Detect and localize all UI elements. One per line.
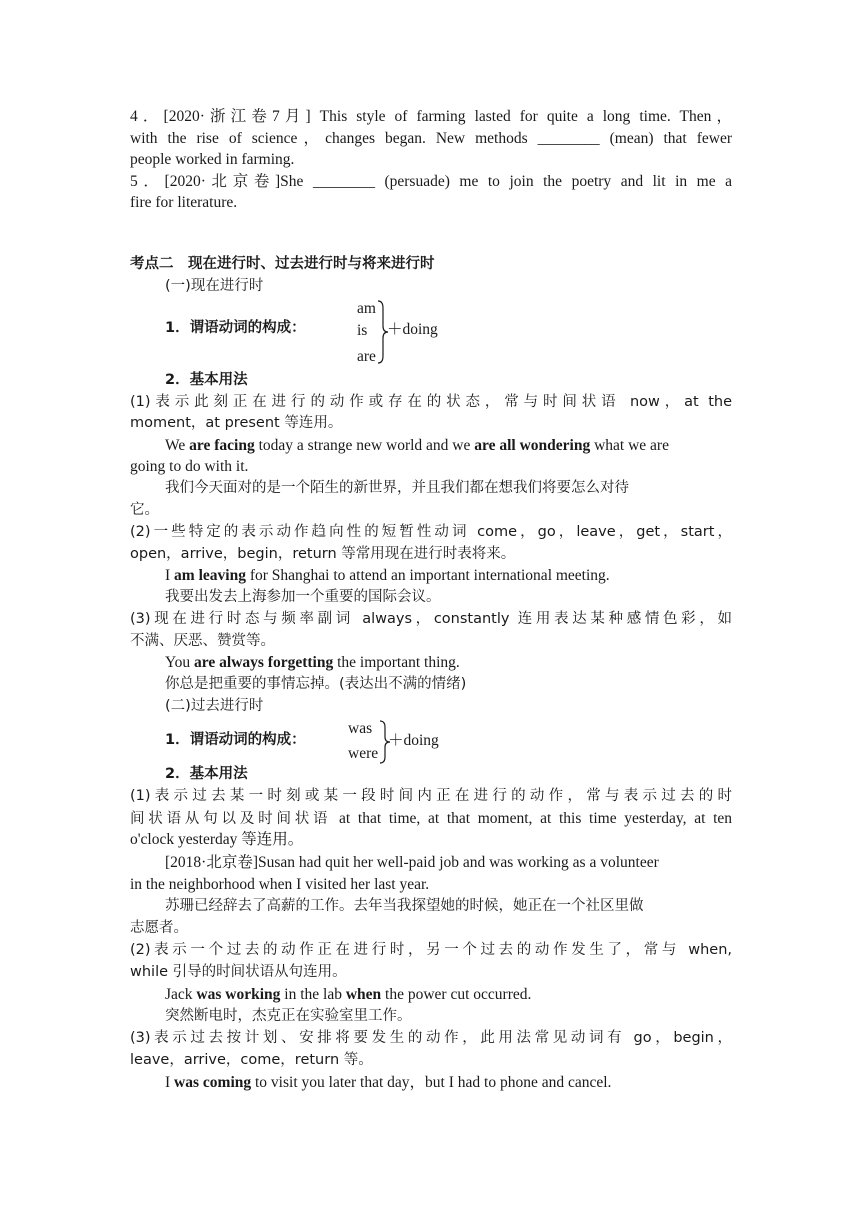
past-heading: (二)过去进行时 (165, 698, 264, 714)
q5-line-1: 5．[2020·北京卷]She ________ (persuade) me to join the poetry and lit in me a (130, 173, 732, 190)
present-example-1-line-2: going to do with it. (130, 458, 249, 475)
past-usage-2-line-2: while 引导的时间状语从句连用。 (130, 964, 347, 980)
present-example-1-cn-1: 我们今天面对的是一个陌生的新世界，并且我们都在想我们将要怎么对待 (165, 480, 629, 496)
past-example-2: Jack was working in the lab when the power cut occurred. (165, 986, 532, 1003)
present-example-3-cn: 你总是把重要的事情忘掉。(表达出不满的情绪) (165, 676, 467, 692)
past-usage-1-line-2: 间状语从句以及时间状语 at that time, at that moment, at this time yesterday, at ten (130, 810, 733, 827)
q4-line-1: 4．[2020·浙江卷7月] This style of farming lasted for quite a long time. Then， (130, 108, 732, 125)
past-example-1-line-2: in the neighborhood when I visited her last year. (130, 876, 430, 893)
highlight-verb: are facing (189, 437, 255, 454)
highlight-verb: was coming (174, 1074, 252, 1091)
past-form-label: 1．谓语动词的构成： (165, 732, 306, 748)
highlight-conjunction: when (345, 986, 382, 1003)
past-example-3: I was coming to visit you later that day，but I had to phone and cancel. (165, 1074, 612, 1091)
present-usage-3-line-2: 不满、厌恶、赞赏等。 (130, 633, 275, 649)
past-suffix: ＋doing (388, 732, 439, 749)
present-usage-1-line-1: (1)表示此刻正在进行的动作或存在的状态，常与时间状语 now，at the (130, 394, 732, 410)
past-usage-1-line-3: o'clock yesterday 等连用。 (130, 831, 304, 848)
highlight-verb: are all wondering (474, 437, 591, 454)
form-is: is (357, 322, 368, 339)
past-usage-3-line-2: leave，arrive，come，return 等。 (130, 1052, 373, 1068)
present-usage-2-line-2: open，arrive，begin，return 等常用现在进行时表将来。 (130, 546, 516, 562)
highlight-verb: am leaving (174, 567, 246, 584)
present-usage-heading: 2．基本用法 (165, 372, 248, 388)
form-were: were (348, 745, 379, 762)
past-usage-1-line-1: (1)表示过去某一时刻或某一段时间内正在进行的动作，常与表示过去的时 (130, 788, 732, 804)
present-form-label: 1．谓语动词的构成： (165, 320, 306, 336)
q5-line-2: fire for literature. (130, 194, 238, 211)
present-example-1-cn-2: 它。 (130, 502, 159, 518)
present-suffix: ＋doing (387, 321, 438, 338)
past-usage-3-line-1: (3)表示过去按计划、安排将要发生的动作，此用法常见动词有 go，begin， (130, 1030, 732, 1046)
form-are: are (357, 348, 376, 365)
present-example-2: I am leaving for Shanghai to attend an important international meeting. (165, 567, 610, 584)
form-was: was (348, 720, 373, 737)
present-example-2-cn: 我要出发去上海参加一个重要的国际会议。 (165, 589, 441, 605)
past-example-1-line-1: [2018·北京卷]Susan had quit her well-paid job and was working as a volunteer (165, 854, 659, 871)
highlight-verb: was working (196, 986, 281, 1003)
present-usage-1-line-2: moment，at present 等连用。 (130, 415, 343, 431)
q4-line-3: people worked in farming. (130, 151, 295, 168)
form-am: am (357, 300, 376, 317)
highlight-verb: are always forgetting (194, 654, 334, 671)
section-title: 考点二 现在进行时、过去进行时与将来进行时 (130, 256, 435, 272)
past-usage-heading: 2．基本用法 (165, 766, 248, 782)
present-usage-3-line-1: (3)现在进行时态与频率副词 always，constantly 连用表达某种感情色彩，如 (130, 611, 732, 627)
present-heading: (一)现在进行时 (165, 278, 264, 294)
past-example-2-cn: 突然断电时，杰克正在实验室里工作。 (165, 1008, 412, 1024)
q4-line-2: with the rise of science，changes began. New methods ________ (mean) that fewer (130, 130, 732, 147)
past-example-1-cn-1: 苏珊已经辞去了高薪的工作。去年当我探望她的时候，她正在一个社区里做 (165, 898, 644, 914)
present-example-3: You are always forgetting the important thing. (165, 654, 460, 671)
present-usage-2-line-1: (2)一些特定的表示动作趋向性的短暂性动词 come，go，leave，get，start， (130, 524, 732, 540)
past-example-1-cn-2: 志愿者。 (130, 920, 188, 936)
past-usage-2-line-1: (2)表示一个过去的动作正在进行时，另一个过去的动作发生了，常与 when, (130, 942, 732, 958)
present-example-1: We are facing today a strange new world and we are all wondering what we are (165, 437, 669, 454)
